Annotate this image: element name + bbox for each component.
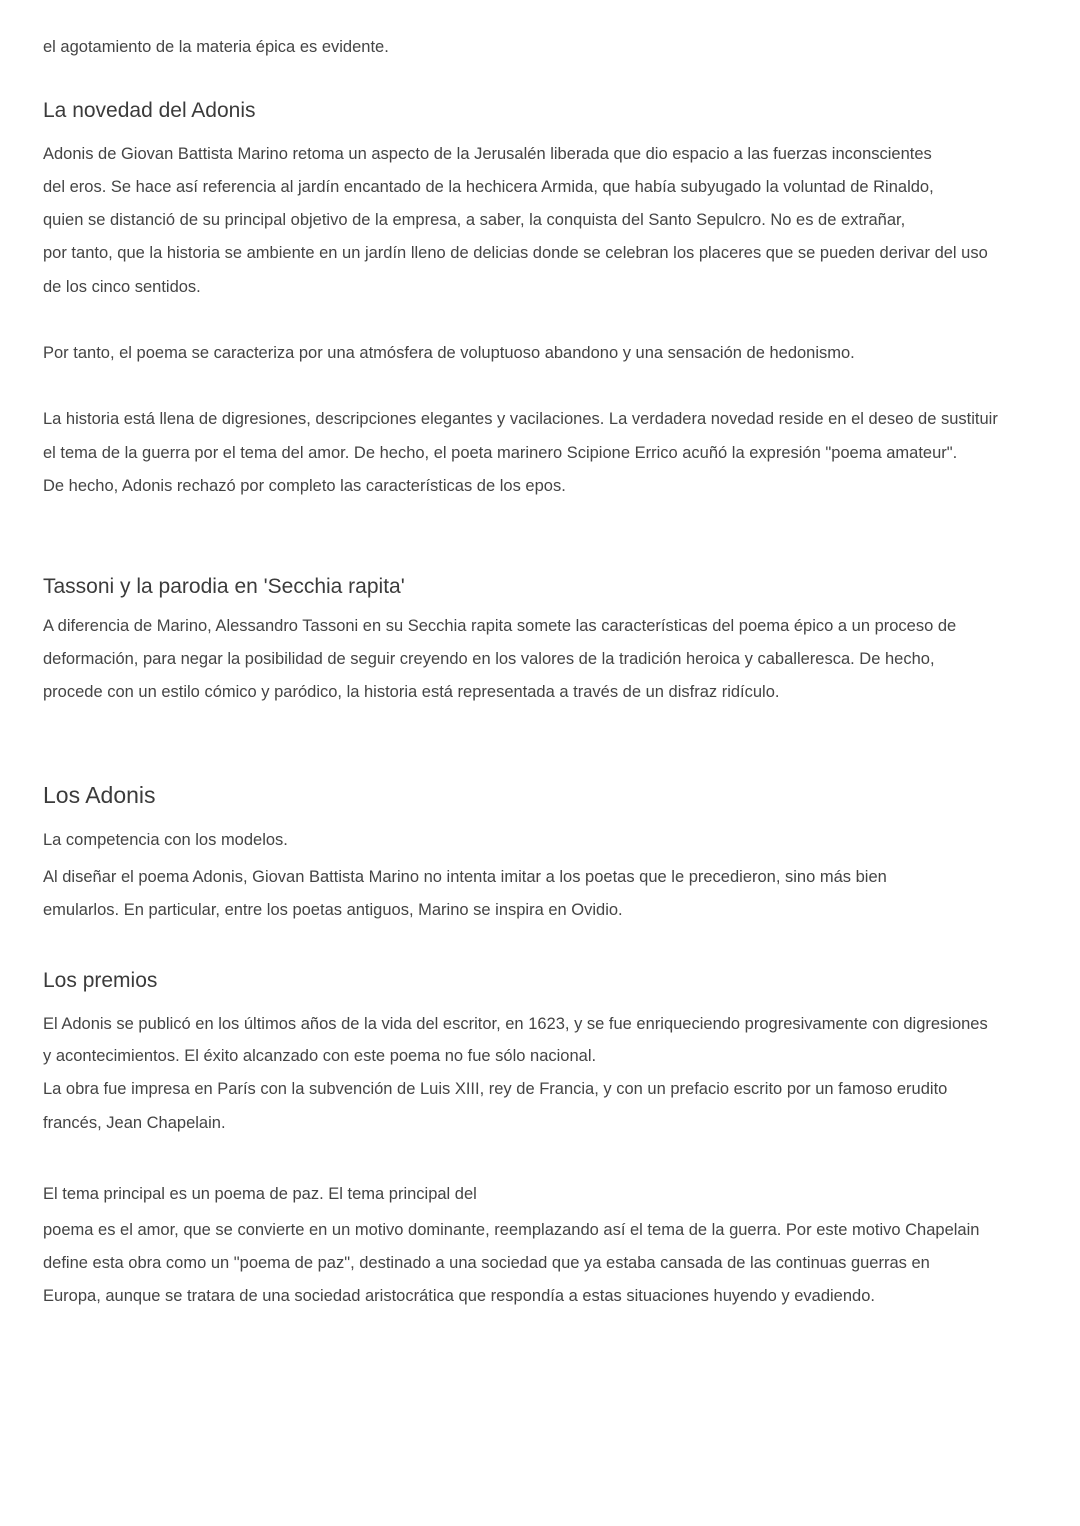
paragraph-line: Adonis de Giovan Battista Marino retoma un aspecto de la Jerusalén liberada que dio espacio a las fuerzas inconscientes xyxy=(43,145,932,163)
paragraph-line: La obra fue impresa en París con la subvención de Luis XIII, rey de Francia, y con un prefacio escrito por un famoso erudito xyxy=(43,1080,948,1098)
paragraph-line: el tema de la guerra por el tema del amor. De hecho, el poeta marinero Scipione Errico acuñó la expresión "poema amateur". xyxy=(43,444,958,462)
paragraph-line: De hecho, Adonis rechazó por completo las características de los epos. xyxy=(43,477,566,495)
paragraph-line: deformación, para negar la posibilidad de seguir creyendo en los valores de la tradición heroica y caballeresca. De hecho, xyxy=(43,650,935,668)
paragraph-line: de los cinco sentidos. xyxy=(43,278,201,296)
paragraph-line: A diferencia de Marino, Alessandro Tassoni en su Secchia rapita somete las características del poema épico a un proceso de xyxy=(43,617,957,635)
paragraph-line: El tema principal es un poema de paz. El tema principal del xyxy=(43,1185,477,1203)
paragraph-line: El Adonis se publicó en los últimos años de la vida del escritor, en 1623, y se fue enriqueciendo progresivamente con digresiones xyxy=(43,1015,988,1033)
paragraph-line: quien se distanció de su principal objetivo de la empresa, a saber, la conquista del Santo Sepulcro. No es de extrañar, xyxy=(43,211,906,229)
paragraph-line: del eros. Se hace así referencia al jardín encantado de la hechicera Armida, que había subyugado la voluntad de Rinaldo, xyxy=(43,178,934,196)
heading-los-premios: Los premios xyxy=(43,969,158,992)
subheading-competencia: La competencia con los modelos. xyxy=(43,831,288,849)
intro-line: el agotamiento de la materia épica es evidente. xyxy=(43,38,389,56)
paragraph-line: francés, Jean Chapelain. xyxy=(43,1114,226,1132)
paragraph-line: por tanto, que la historia se ambiente en un jardín lleno de delicias donde se celebran los placeres que se pueden derivar del uso xyxy=(43,244,988,262)
paragraph-line: procede con un estilo cómico y paródico, la historia está representada a través de un disfraz ridículo. xyxy=(43,683,780,701)
heading-tassoni: Tassoni y la parodia en 'Secchia rapita' xyxy=(43,575,405,598)
paragraph-line: Al diseñar el poema Adonis, Giovan Battista Marino no intenta imitar a los poetas que le precedieron, sino más bien xyxy=(43,868,887,886)
paragraph-line: La historia está llena de digresiones, descripciones elegantes y vacilaciones. La verdadera novedad reside en el deseo de sustituir xyxy=(43,410,998,428)
paragraph-line: y acontecimientos. El éxito alcanzado con este poema no fue sólo nacional. xyxy=(43,1047,597,1065)
paragraph-line: Por tanto, el poema se caracteriza por una atmósfera de voluptuoso abandono y una sensación de hedonismo. xyxy=(43,344,855,362)
heading-los-adonis: Los Adonis xyxy=(43,782,156,808)
paragraph-line: define esta obra como un "poema de paz", destinado a una sociedad que ya estaba cansada de las continuas guerras en xyxy=(43,1254,930,1272)
heading-la-novedad: La novedad del Adonis xyxy=(43,99,256,122)
paragraph-line: Europa, aunque se tratara de una sociedad aristocrática que respondía a estas situaciones huyendo y evadiendo. xyxy=(43,1287,875,1305)
paragraph-line: emularlos. En particular, entre los poetas antiguos, Marino se inspira en Ovidio. xyxy=(43,901,623,919)
paragraph-line: poema es el amor, que se convierte en un motivo dominante, reemplazando así el tema de la guerra. Por este motivo Chapelain xyxy=(43,1221,980,1239)
